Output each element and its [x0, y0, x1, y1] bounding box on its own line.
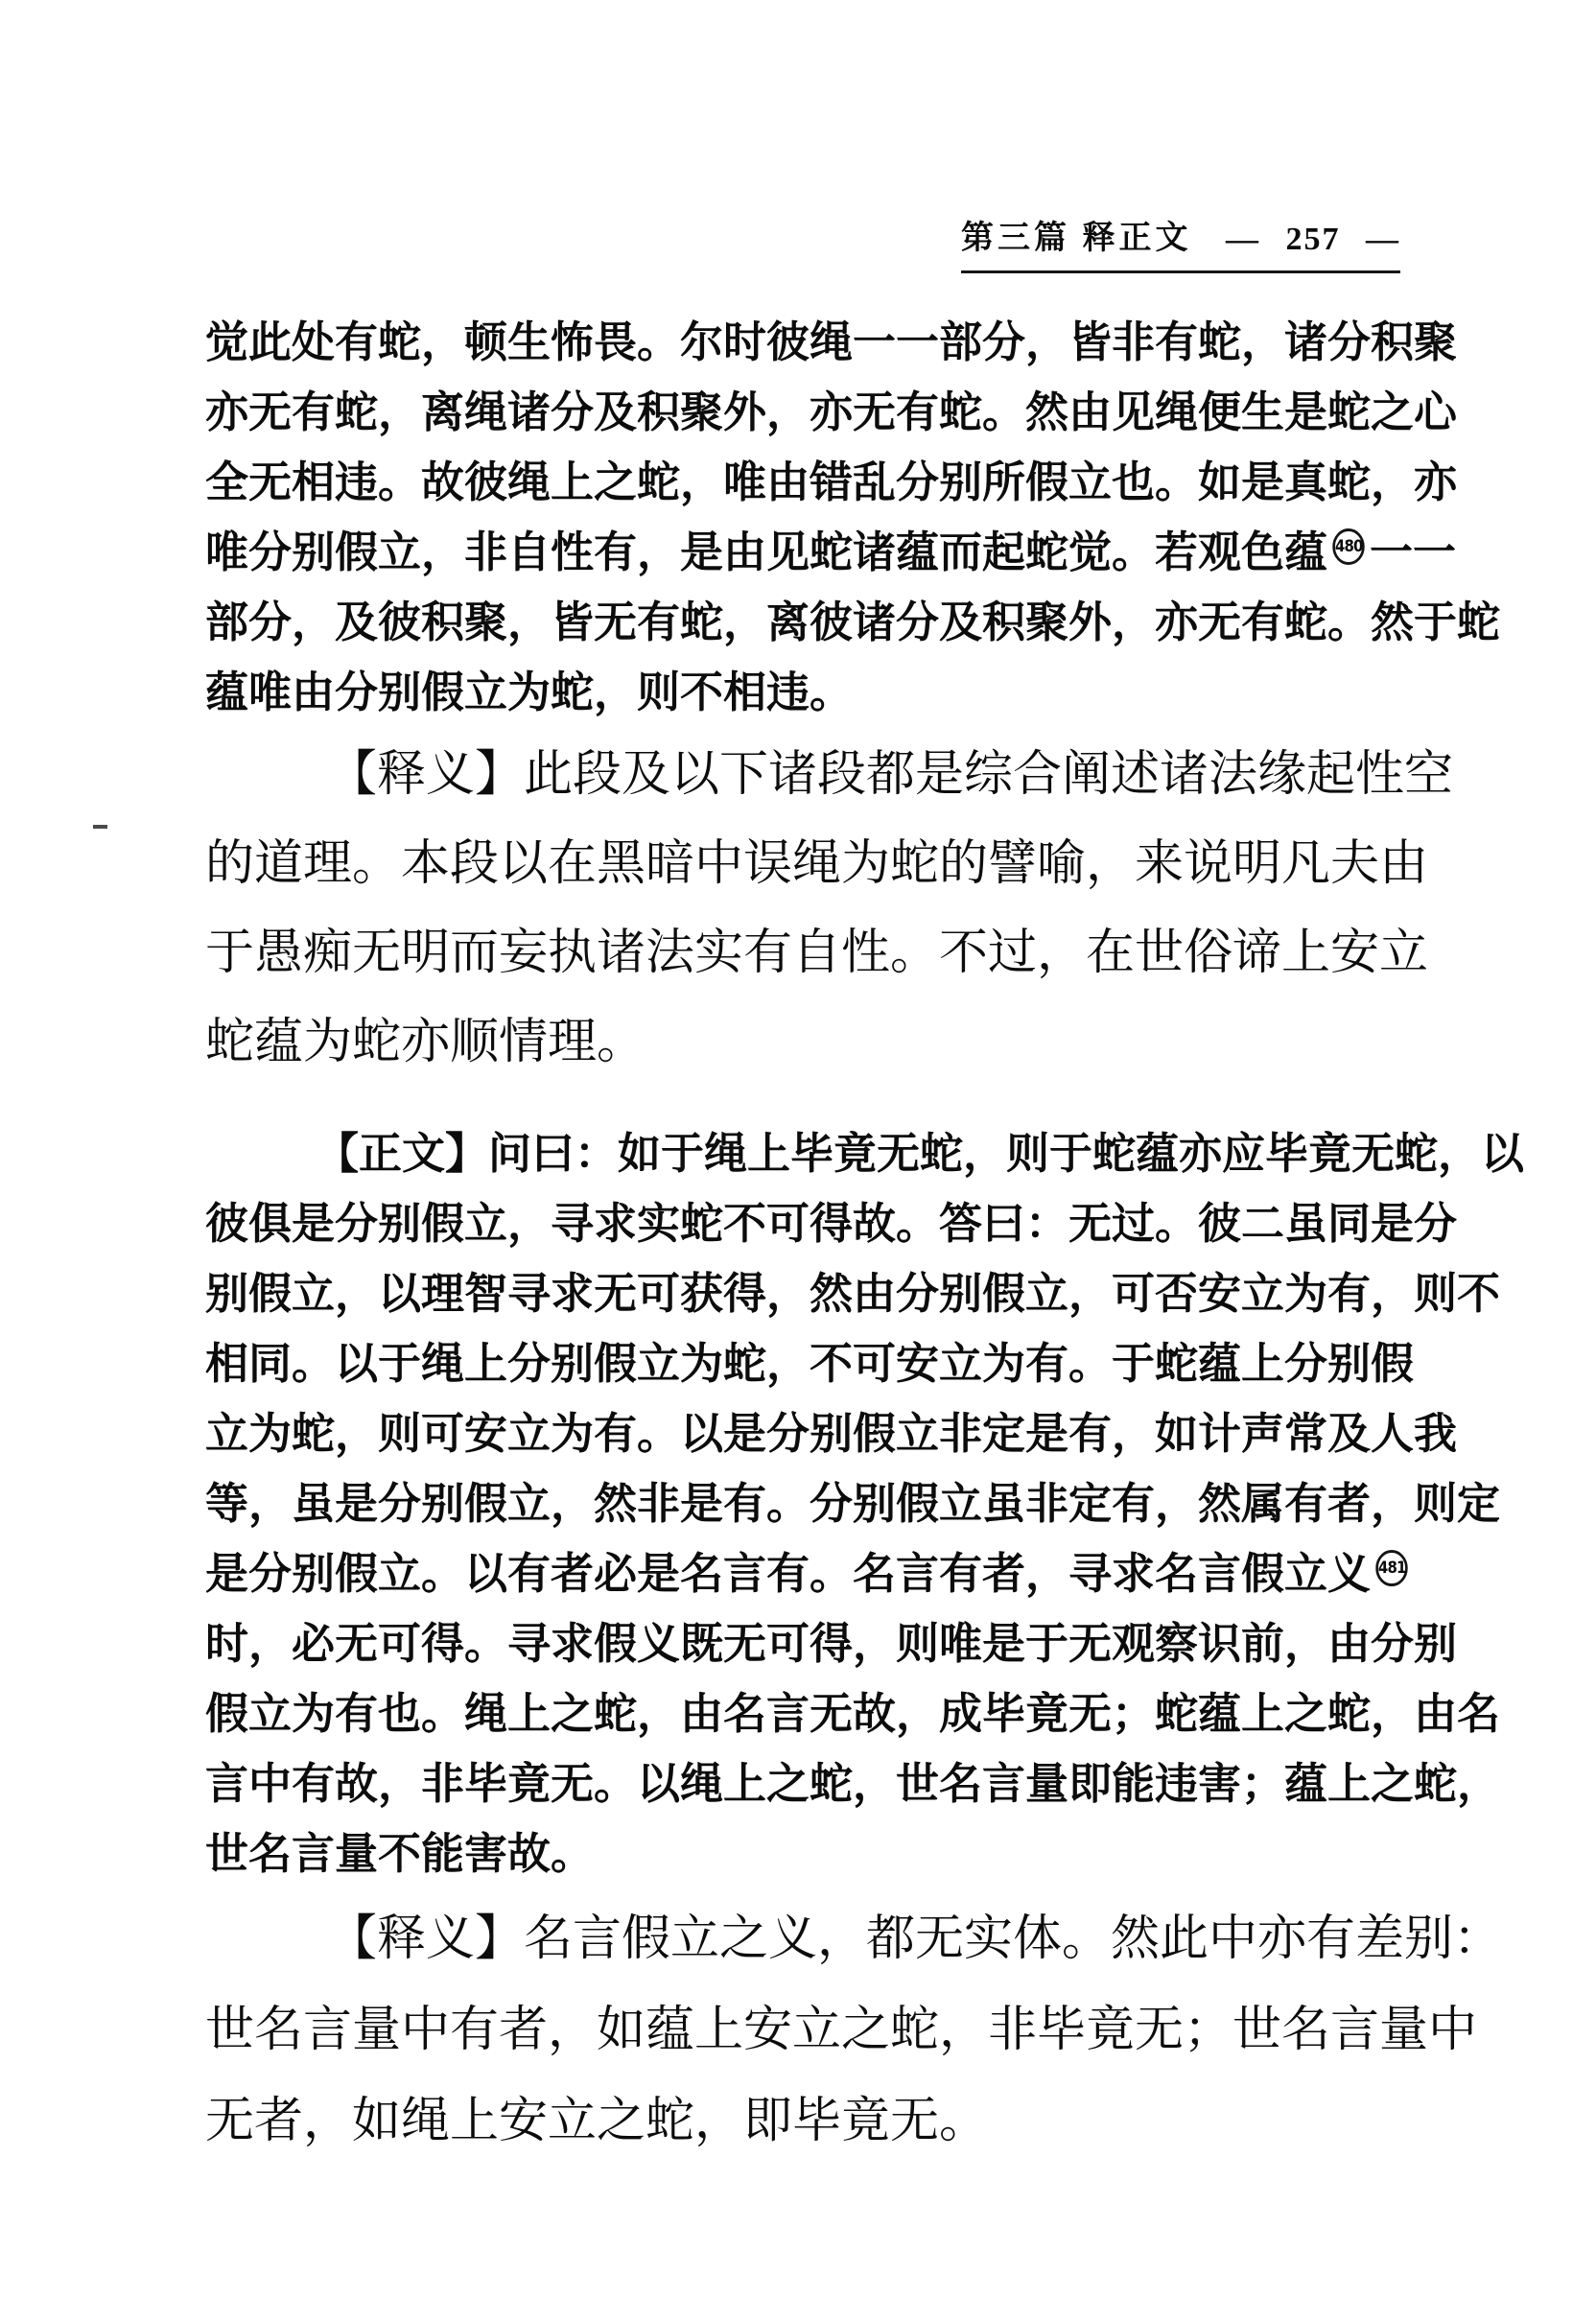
text-line: 别假立，以理智寻求无可获得，然由分别假立，可否安立为有，则不 — [205, 1269, 1501, 1318]
text-line-with-footnote — [205, 1538, 1406, 1608]
paragraph-shiyi — [205, 731, 1454, 1088]
text-line: 亦无有蛇，离绳诸分及积聚外，亦无有蛇。然由见绳便生是蛇之心 — [205, 387, 1458, 436]
text-line: 【正文】问曰：如于绳上毕竟无蛇，则于蛇蕴亦应毕竟无蛇，以 — [316, 1129, 1525, 1178]
text-line: 彼俱是分别假立，寻求实蛇不可得故。答曰：无过。彼二虽同是分 — [205, 1199, 1458, 1248]
text-line: 部分，及彼积聚，皆无有蛇，离彼诸分及积聚外，亦无有蛇。然于蛇 — [205, 598, 1501, 646]
text-line: 假立为有也。绳上之蛇，由名言无故，成毕竟无；蛇蕴上之蛇，由名 — [205, 1689, 1501, 1738]
text-line: 世名言量中有者，如蕴上安立之蛇，非毕竟无；世名言量中 — [205, 2004, 1478, 2057]
text-line: 立为蛇，则可安立为有。以是分别假立非定是有，如计声常及人我 — [205, 1409, 1458, 1458]
text-line: 相同。以于绳上分别假立为蛇，不可安立为有。于蛇蕴上分别假 — [205, 1339, 1415, 1388]
section-title: 第三篇 释正文 — [961, 221, 1192, 256]
footnote-ref-481: 481 — [1375, 1550, 1407, 1586]
paragraph-shiyi — [205, 1894, 1503, 2168]
text-segment: 是分别假立。以有者必是名言有。名言有者，寻求名言假立义 — [205, 1549, 1372, 1598]
scan-artifact-dash — [93, 825, 107, 829]
text-line: 【释义】名言假立之义，都无实体。然此中亦有差别： — [328, 1912, 1503, 1966]
paragraph-zhengwen — [205, 1118, 1525, 1888]
paragraph-zhengwen-continuation — [205, 307, 1501, 727]
running-head — [961, 211, 1400, 273]
text-line: 蕴唯由分别假立为蛇，则不相违。 — [205, 668, 854, 716]
footnote-ref-480: 480 — [1332, 528, 1364, 565]
text-line: 等，虽是分别假立，然非是有。分别假立虽非定有，然属有者，则定 — [205, 1479, 1501, 1528]
text-line: 【释义】此段及以下诸段都是综合阐述诸法缘起性空 — [328, 748, 1454, 802]
text-line: 全无相违。故彼绳上之蛇，唯由错乱分别所假立也。如是真蛇，亦 — [205, 457, 1458, 506]
text-line: 言中有故，非毕竟无。以绳上之蛇，世名言量即能违害；蕴上之蛇， — [205, 1759, 1501, 1808]
text-line: 的道理。本段以在黑暗中误绳为蛇的譬喻，来说明凡夫由 — [205, 837, 1429, 891]
text-line: 无者，如绳上安立之蛇，即毕竟无。 — [205, 2095, 989, 2148]
text-segment: 唯分别假立，非自性有，是由见蛇诸蕴而起蛇觉。若观色蕴 — [205, 528, 1328, 576]
text-line: 于愚痴无明而妄执诸法实有自性。不过，在世俗谛上安立 — [205, 926, 1429, 980]
text-line: 觉此处有蛇，顿生怖畏。尔时彼绳一一部分，皆非有蛇，诸分积聚 — [205, 317, 1458, 366]
text-line-with-footnote — [205, 517, 1457, 587]
text-line: 蛇蕴为蛇亦顺情理。 — [205, 1016, 646, 1069]
text-line: 时，必无可得。寻求假义既无可得，则唯是于无观察识前，由分别 — [205, 1619, 1458, 1668]
page-number: — 257 — — [1226, 222, 1400, 257]
text-segment: 一一 — [1370, 528, 1457, 576]
text-line: 世名言量不能害故。 — [205, 1829, 595, 1878]
